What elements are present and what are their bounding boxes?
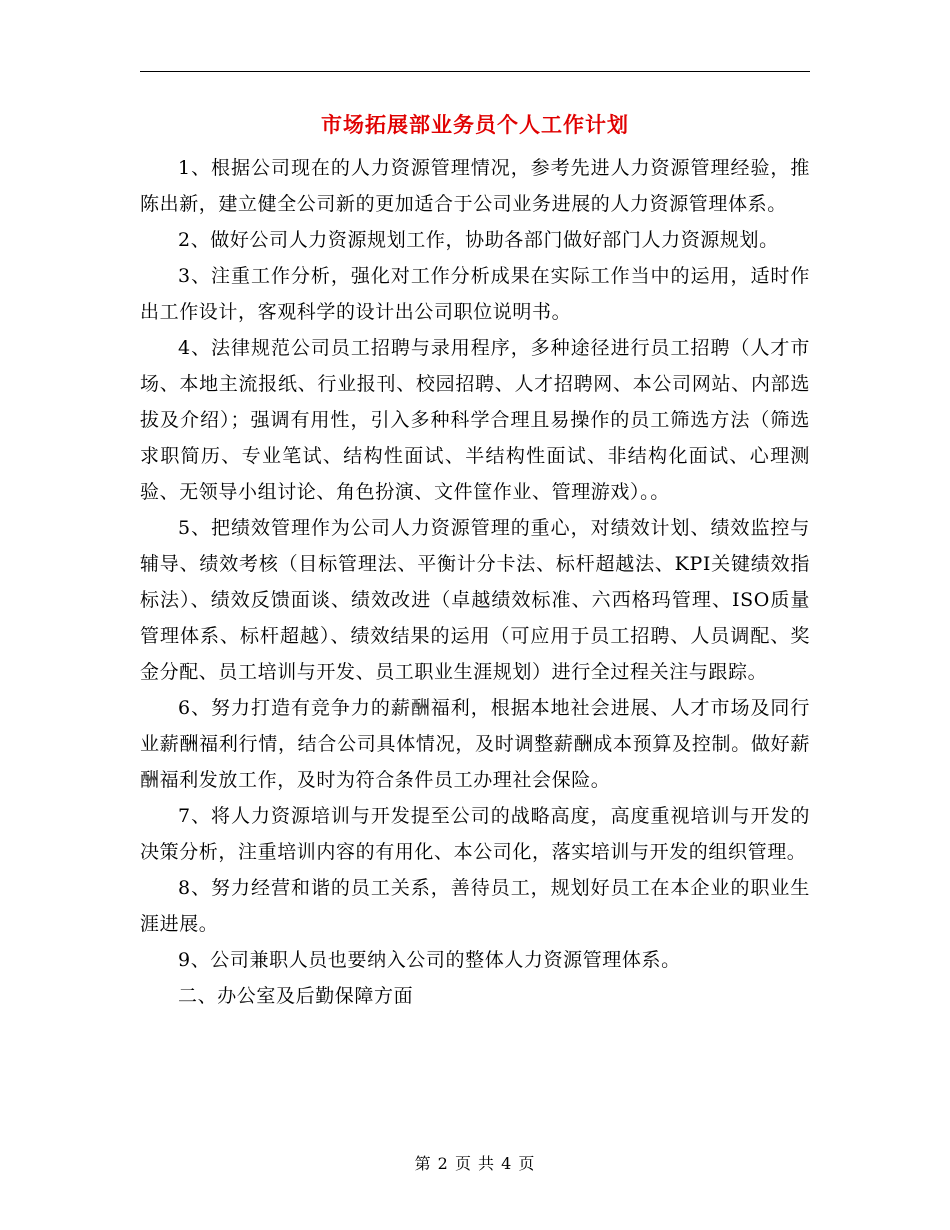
paragraph-5: 5、把绩效管理作为公司人力资源管理的重心，对绩效计划、绩效监控与辅导、绩效考核（目标管理法、平衡计分卡法、标杆超越法、KPI关键绩效指标法）、绩效反馈面谈、绩效改进（卓越绩效标准、六西格玛管理、ISO质量管理体系、标杆超越）、绩效结果的运用（可应用于员工招聘、人员调配、奖金分配、员工培训与开发、员工职业生涯规划）进行全过程关注与跟踪。 xyxy=(140,517,810,683)
section-heading-office: 二、办公室及后勤保障方面 xyxy=(178,985,414,1007)
paragraph-1: 1、根据公司现在的人力资源管理情况，参考先进人力资源管理经验，推陈出新，建立健全公司新的更加适合于公司业务进展的人力资源管理体系。 xyxy=(140,157,810,215)
paragraph-4: 4、法律规范公司员工招聘与录用程序，多种途径进行员工招聘（人才市场、本地主流报纸、行业报刊、校园招聘、人才招聘网、本公司网站、内部选拔及介绍）；强调有用性，引入多种科学合理且易操作的员工筛选方法（筛选求职简历、专业笔试、结构性面试、半结构性面试、非结构化面试、心理测验、无领导小组讨论、角色扮演、文件筐作业、管理游戏）。。 xyxy=(140,337,810,503)
page-number-footer: 第 2 页 共 4 页 xyxy=(414,1154,536,1173)
paragraph-7: 7、将人力资源培训与开发提至公司的战略高度，高度重视培训与开发的决策分析，注重培训内容的有用化、本公司化，落实培训与开发的组织管理。 xyxy=(140,805,810,863)
document-title: 市场拓展部业务员个人工作计划 xyxy=(321,112,629,137)
paragraph-6: 6、努力打造有竞争力的薪酬福利，根据本地社会进展、人才市场及同行业薪酬福利行情，结合公司具体情况，及时调整薪酬成本预算及控制。做好薪酬福利发放工作，及时为符合条件员工办理社会保险。 xyxy=(140,697,810,791)
paragraph-3: 3、注重工作分析，强化对工作分析成果在实际工作当中的运用，适时作出工作设计，客观科学的设计出公司职位说明书。 xyxy=(140,265,810,323)
document-body xyxy=(140,150,810,1014)
paragraph-2: 2、做好公司人力资源规划工作，协助各部门做好部门人力资源规划。 xyxy=(178,229,779,251)
paragraph-9: 9、公司兼职人员也要纳入公司的整体人力资源管理体系。 xyxy=(178,949,681,971)
paragraph-8: 8、努力经营和谐的员工关系，善待员工，规划好员工在本企业的职业生涯进展。 xyxy=(140,877,810,935)
header-rule xyxy=(140,71,810,72)
